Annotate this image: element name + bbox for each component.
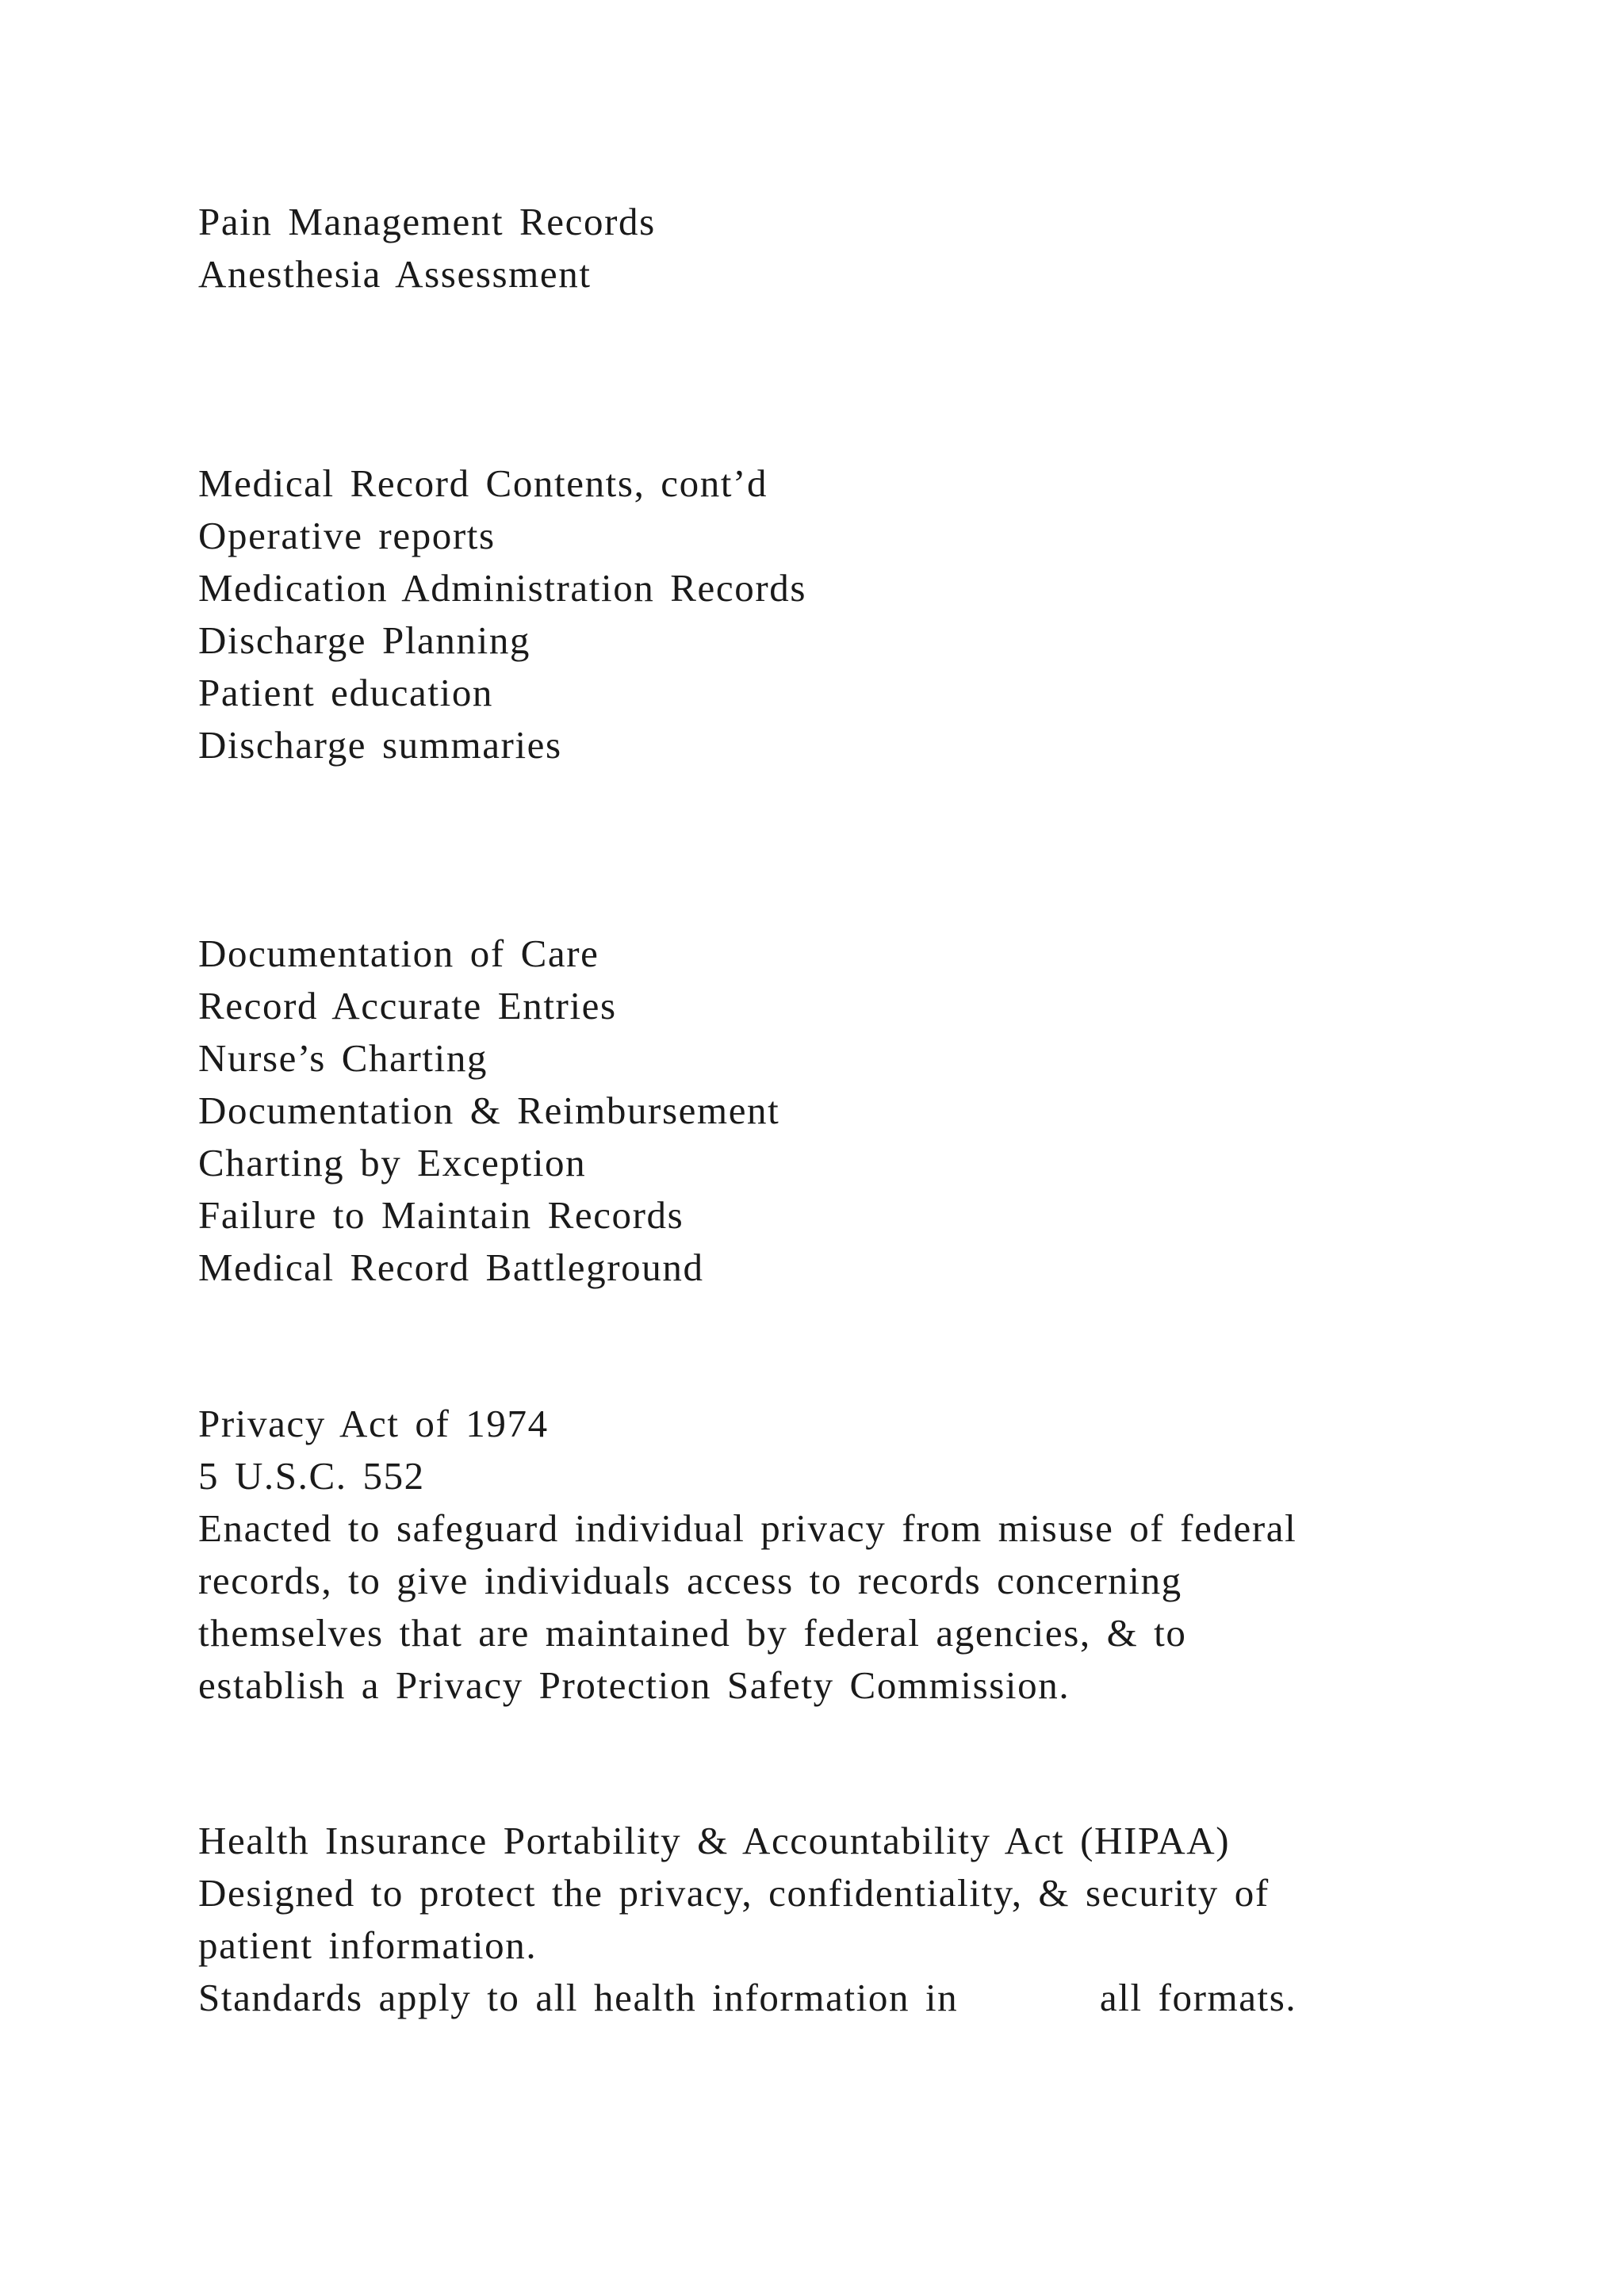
text-line: Standards apply to all health information in all formats.	[198, 1976, 1297, 2019]
text-line: Charting by Exception	[198, 1141, 587, 1184]
text-line: Discharge Planning	[198, 618, 531, 662]
text-line: Medical Record Battleground	[198, 1246, 704, 1289]
text-line: patient information.	[198, 1923, 538, 1967]
text-line: records, to give individuals access to records concerning	[198, 1559, 1182, 1602]
text-line: Medication Administration Records	[198, 566, 807, 610]
text-line: 5 U.S.C. 552	[198, 1454, 425, 1498]
text-line: themselves that are maintained by federal agencies, & to	[198, 1611, 1187, 1655]
section-heading: Health Insurance Portability & Accountability Act (HIPAA)	[198, 1819, 1231, 1862]
text-line: Patient education	[198, 671, 494, 714]
text-line: Operative reports	[198, 514, 496, 557]
section-heading: Documentation of Care	[198, 932, 599, 975]
text-line: Enacted to safeguard individual privacy from misuse of federal	[198, 1506, 1297, 1550]
text-line: Designed to protect the privacy, confidentiality, & security of	[198, 1871, 1270, 1915]
text-line: establish a Privacy Protection Safety Commission.	[198, 1663, 1071, 1707]
text-line: Record Accurate Entries	[198, 984, 617, 1027]
section-heading: Medical Record Contents, cont’d	[198, 461, 768, 505]
text-line: Discharge summaries	[198, 723, 562, 767]
text-line: Failure to Maintain Records	[198, 1193, 684, 1237]
text-line: Pain Management Records	[198, 200, 656, 243]
section-heading: Privacy Act of 1974	[198, 1402, 549, 1445]
text-line: Nurse’s Charting	[198, 1036, 488, 1080]
text-line: Documentation & Reimbursement	[198, 1089, 780, 1132]
text-line: Anesthesia Assessment	[198, 252, 592, 296]
